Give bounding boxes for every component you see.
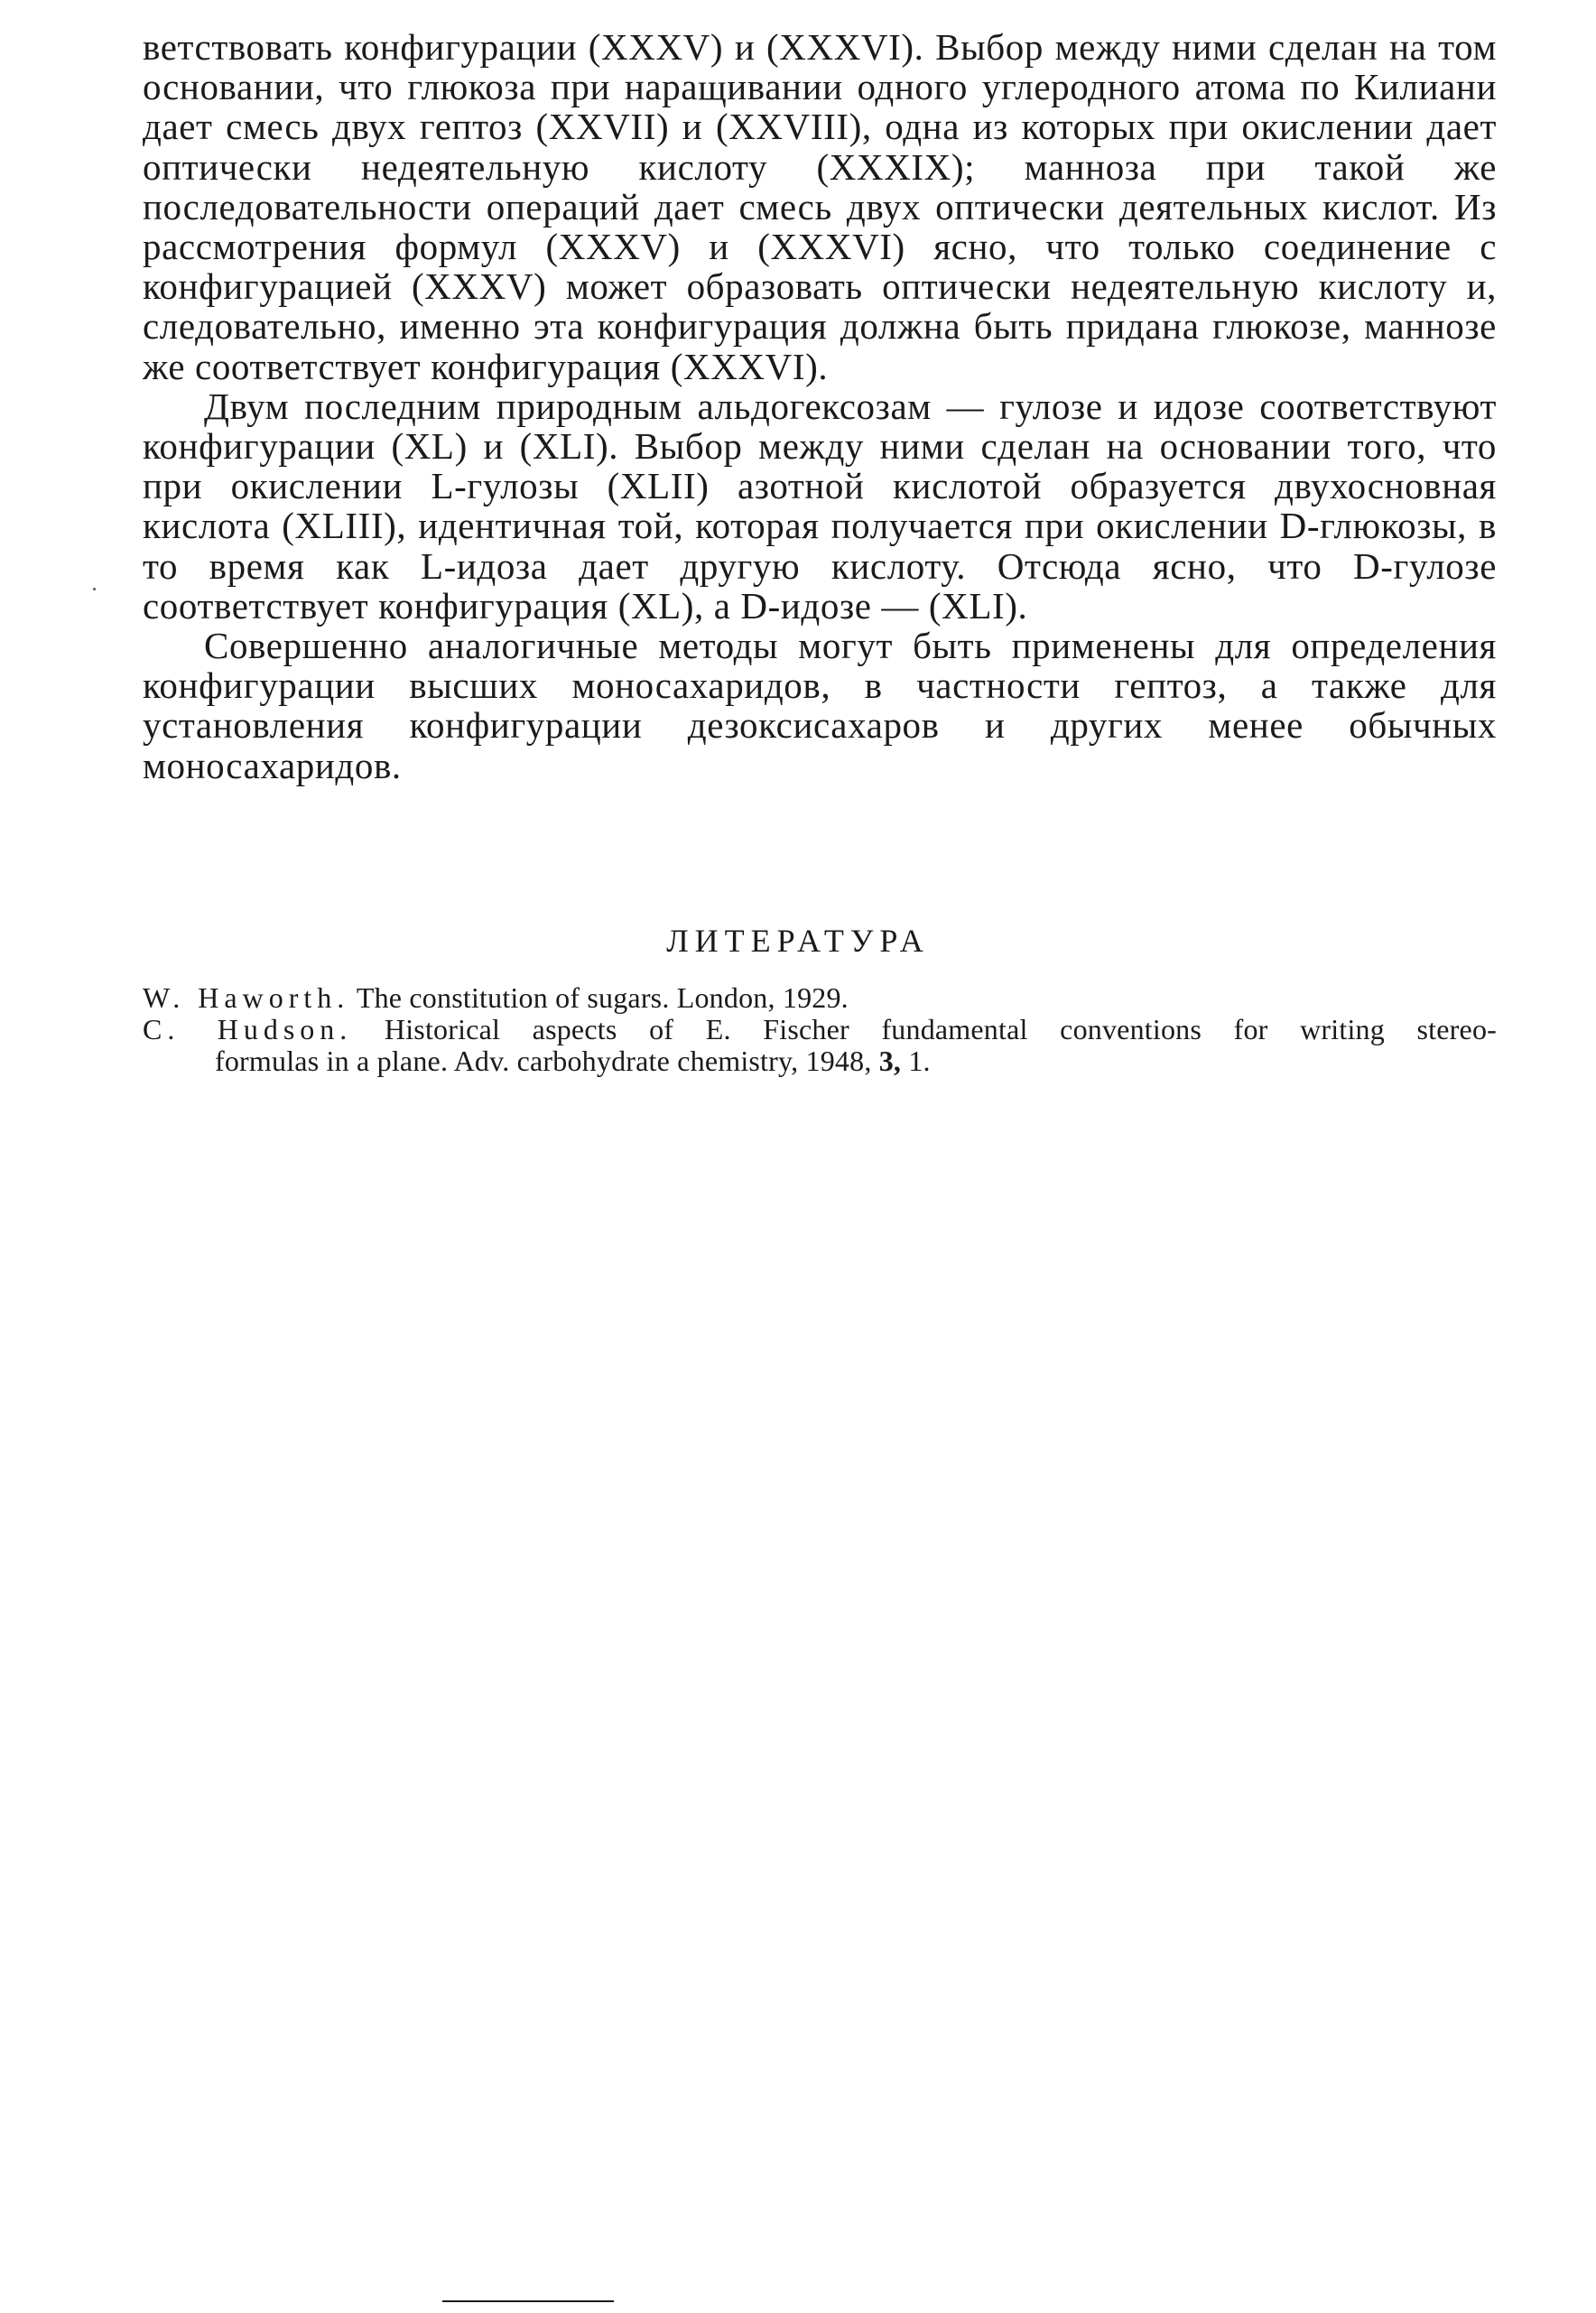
reference-volume: 3, [878,1045,902,1077]
reference-text: The constitution of sugars. London, 1929. [356,981,849,1014]
paragraph-3: Совершенно аналогичные методы могут быть применены для определения конфигурации высших моносахаридов, в частности гептоз, а также для установления конфигурации дезоксисахаров и других менее обычных моносахаридов. [143,625,1497,786]
reference-item [143,982,1497,1014]
paragraph-1: ветствовать конфигурации (XXXV) и (XXXVI). Выбор между ними сделан на том основании, что глюкоза при наращивании одного углеродного атома по Килиани дает смесь двух гептоз (XXVII) и (XXVIII), одна из которых при окислении дает оптически недеятельную кислоту (XXXIX); манноза при такой же последовательности операций дает смесь двух оптически деятельных кислот. Из рассмотрения формул (XXXV) и (XXXVI) ясно, что только соединение с конфигурацией (XXXV) может образовать оптически недеятельную кислоту и, следовательно, именно эта конфигурация должна быть придана глюкозе, маннозе же соответствует конфигурация (XXXVI). [143,26,1497,387]
scan-speck [93,588,96,590]
references-list [143,982,1497,1077]
reference-item [143,1014,1497,1077]
references-heading: ЛИТЕРАТУРА [666,923,930,959]
reference-line-1 [143,1014,1497,1045]
reference-page: 1. [908,1045,931,1077]
reference-line-2 [143,1045,1497,1077]
main-text [143,27,1497,785]
reference-text-line-2: formulas in a plane. Adv. carbohydrate chemistry, 1948, [215,1045,872,1077]
reference-author: C. Hudson. [143,1013,353,1045]
footnote-rule [442,2300,614,2302]
reference-author: W. Haworth. [143,981,350,1014]
reference-text-line-1: Historical aspects of E. Fischer fundamental conventions for writing stereo- [384,1013,1497,1045]
paragraph-2: Двум последним природным альдогексозам — гулозе и идозе соответствуют конфигурации (XL) и (XLI). Выбор между ними сделан на основании того, что при окислении L-гулозы (XLII) азотной кислотой образуется двухосновная кислота (XLIII), идентичная той, которая получается при окислении D-глюкозы, в то время как L-идоза дает другую кислоту. Отсюда ясно, что D-гулозе соответствует конфигурация (XL), а D-идозе — (XLI). [143,385,1497,627]
